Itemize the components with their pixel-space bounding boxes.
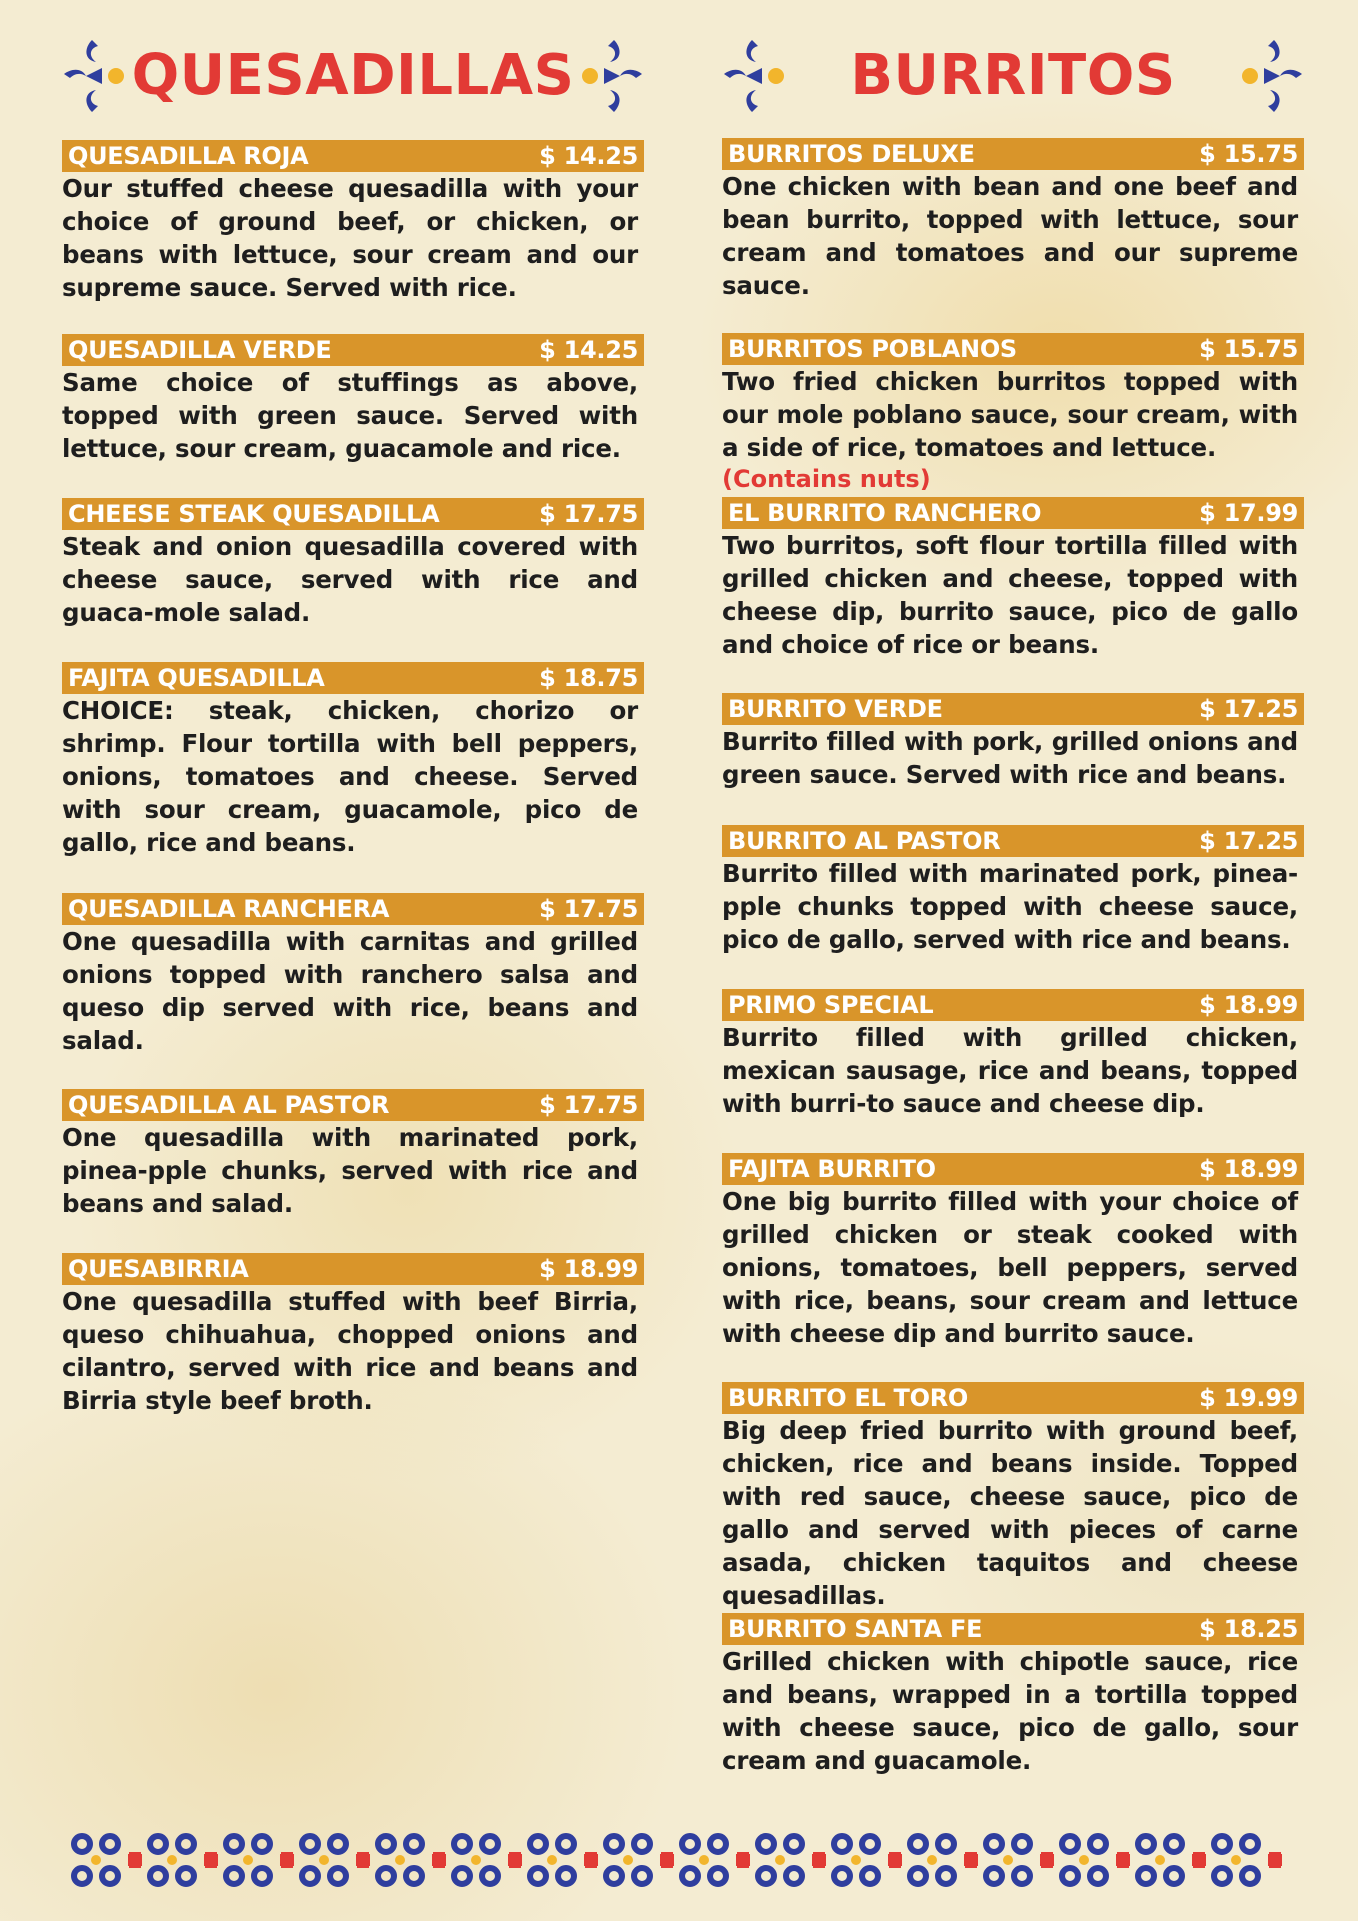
item-bar [62,498,644,530]
item-price: $ 19.99 [1199,1384,1298,1412]
menu-item [722,825,1304,956]
item-price: $ 17.25 [1199,695,1298,723]
item-description: Big deep fried burrito with ground beef, chicken, rice and beans inside. Topped with red sauce, cheese sauce, pico de gallo and served with pieces of carne asada, chicken taquitos and cheese quesadillas. [722,1416,1298,1610]
flourish-icon [722,34,792,118]
item-description: One big burrito filled with your choice of grilled chicken or steak cooked with onions, tomatoes, bell peppers, served with rice, beans, sour cream and lettuce with cheese dip and burrito sauce. [722,1187,1298,1348]
item-price: $ 18.99 [539,1255,638,1283]
item-price: $ 17.75 [539,895,638,923]
item-price: $ 14.25 [539,142,638,170]
item-name: BURRITO EL TORO [728,1384,969,1412]
item-description: Grilled chicken with chipotle sauce, rice and beans, wrapped in a tortilla topped with cheese sauce, pico de gallo, sour cream and guacamole. [722,1647,1298,1775]
item-bar [722,1613,1304,1645]
item-bar [62,140,644,172]
item-bar [722,989,1304,1021]
item-bar [62,1253,644,1285]
flourish-icon [574,34,644,118]
item-description: CHOICE: steak, chicken, chorizo or shrimp. Flour tortilla with bell peppers, onions, tomatoes and cheese. Served with sour cream, guacamole, pico de gallo, rice and beans. [62,696,638,857]
decorative-border-icon [70,1828,1290,1892]
menu-item [62,893,644,1057]
item-description: One quesadilla stuffed with beef Birria, queso chihuahua, chopped onions and cilantro, served with rice and beans and Birria style beef broth. [62,1287,638,1415]
item-price: $ 14.25 [539,336,638,364]
item-price: $ 18.99 [1199,1155,1298,1183]
item-name: CHEESE STEAK QUESADILLA [68,500,440,528]
item-price: $ 18.25 [1199,1615,1298,1643]
item-price: $ 17.99 [1199,499,1298,527]
item-price: $ 17.75 [539,1091,638,1119]
item-bar [722,497,1304,529]
burritos-title: BURRITOS [850,42,1176,108]
quesadillas-section [62,0,644,150]
item-name: BURRITOS POBLANOS [728,335,1017,363]
item-description: One quesadilla with marinated pork, pinea-pple chunks, served with rice and beans and salad. [62,1123,638,1218]
menu-item [722,138,1304,302]
item-description: One chicken with bean and one beef and bean burrito, topped with lettuce, sour cream and tomatoes and our supreme sauce. [722,172,1298,300]
item-price: $ 15.75 [1199,140,1298,168]
item-description: Same choice of stuffings as above, topped with green sauce. Served with lettuce, sour cream, guacamole and rice. [62,368,638,463]
item-description: Burrito filled with grilled chicken, mexican sausage, rice and beans, topped with burri-to sauce and cheese dip. [722,1023,1298,1118]
quesadillas-title: QUESADILLAS [131,42,575,108]
item-description: Two fried chicken burritos topped with our mole poblano sauce, sour cream, with a side of rice, tomatoes and lettuce. [722,367,1298,462]
item-name: BURRITO AL PASTOR [728,827,1001,855]
menu-item [722,497,1304,661]
item-price: $ 18.99 [1199,991,1298,1019]
menu-item [62,140,644,304]
item-name: EL BURRITO RANCHERO [728,499,1042,527]
quesadillas-header [62,0,644,150]
item-name: QUESABIRRIA [68,1255,249,1283]
menu-item [62,662,644,859]
item-bar [62,1089,644,1121]
item-name: QUESADILLA RANCHERA [68,895,390,923]
item-description: Two burritos, soft flour tortilla filled with grilled chicken and cheese, topped with cheese dip, burrito sauce, pico de gallo and choice of rice or beans. [722,531,1298,659]
menu-item [722,1613,1304,1777]
item-name: BURRITO VERDE [728,695,943,723]
item-price: $ 18.75 [539,664,638,692]
flourish-icon [1234,34,1304,118]
item-description: Steak and onion quesadilla covered with cheese sauce, served with rice and guaca-mole salad. [62,532,638,627]
menu-item [62,1253,644,1417]
item-bar [722,825,1304,857]
item-bar [722,693,1304,725]
item-price: $ 15.75 [1199,335,1298,363]
item-price: $ 17.25 [1199,827,1298,855]
item-name: BURRITOS DELUXE [728,140,975,168]
item-bar [62,662,644,694]
item-name: FAJITA QUESADILLA [68,664,325,692]
allergen-note: (Contains nuts) [722,465,931,493]
item-name: QUESADILLA VERDE [68,336,332,364]
menu-item [722,1382,1304,1612]
menu-item [722,1153,1304,1350]
menu-item [62,334,644,465]
menu-item [722,333,1304,494]
item-description: Burrito filled with marinated pork, pinea-pple chunks topped with cheese sauce, pico de gallo, served with rice and beans. [722,859,1298,954]
item-description: One quesadilla with carnitas and grilled onions topped with ranchero salsa and queso dip served with rice, beans and salad. [62,927,638,1055]
item-description: Our stuffed cheese quesadilla with your choice of ground beef, or chicken, or beans with lettuce, sour cream and our supreme sauce. Served with rice. [62,174,638,302]
menu-item [62,498,644,629]
flourish-icon [62,34,132,118]
menu-item [62,1089,644,1220]
item-name: QUESADILLA ROJA [68,142,309,170]
item-bar [722,1153,1304,1185]
item-bar [62,893,644,925]
item-name: QUESADILLA AL PASTOR [68,1091,390,1119]
item-description: Burrito filled with pork, grilled onions and green sauce. Served with rice and beans. [722,727,1298,789]
menu-item [722,989,1304,1120]
item-bar [62,334,644,366]
burritos-header [722,0,1304,150]
item-bar [722,138,1304,170]
item-name: BURRITO SANTA FE [728,1615,983,1643]
item-bar [722,1382,1304,1414]
item-name: PRIMO SPECIAL [728,991,934,1019]
item-price: $ 17.75 [539,500,638,528]
item-name: FAJITA BURRITO [728,1155,936,1183]
menu-item [722,693,1304,791]
burritos-section [722,0,1304,150]
item-bar [722,333,1304,365]
